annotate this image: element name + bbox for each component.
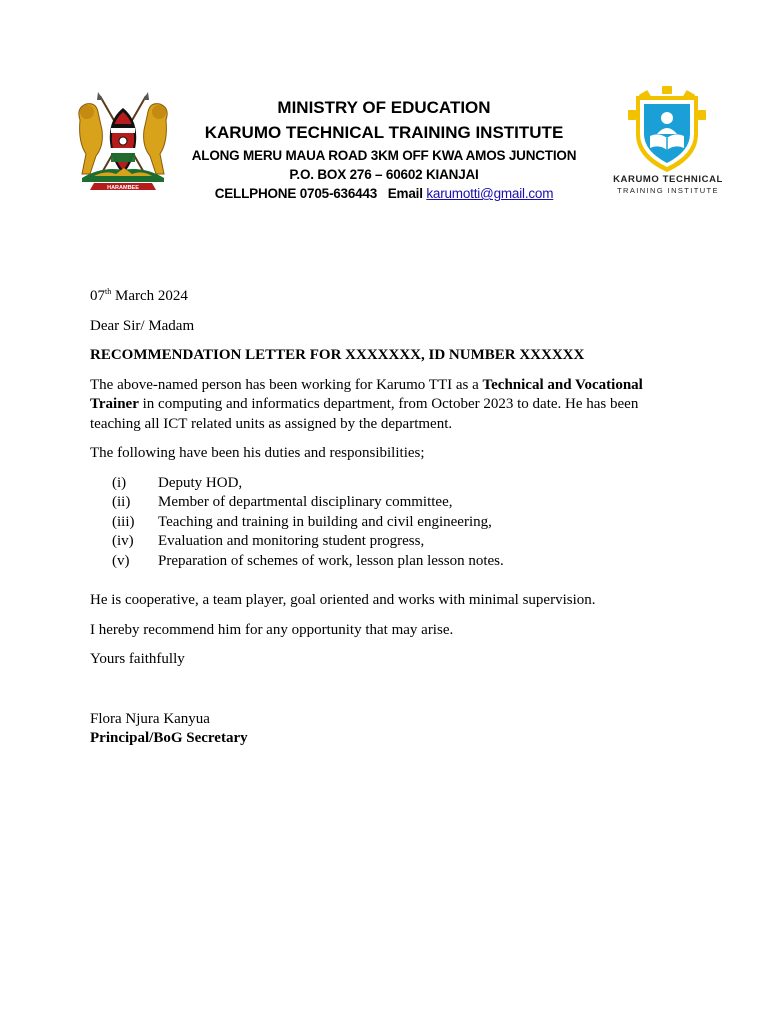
duties-list — [90, 474, 670, 572]
intro-text-b: in computing and informatics department, from October 2023 to date. He has been teaching all ICT related units as assigned by the department. — [90, 396, 639, 432]
signatory-name: Flora Njura Kanyua — [90, 710, 210, 727]
contact-line — [182, 184, 586, 203]
list-item-text: Evaluation and monitoring student progress, — [158, 533, 425, 549]
date-suffix: th — [105, 287, 112, 296]
list-item — [90, 493, 670, 513]
list-item — [90, 474, 670, 494]
coat-of-arms-logo — [72, 90, 174, 196]
institute-name: KARUMO TECHNICAL TRAINING INSTITUTE — [204, 123, 564, 142]
institute-address: ALONG MERU MAUA ROAD 3KM OFF KWA AMOS JUNCTION — [191, 148, 577, 163]
list-item-number: (ii) — [112, 494, 131, 510]
list-item-text: Teaching and training in building and civil engineering, — [158, 513, 492, 530]
list-item-text: Member of departmental disciplinary committee, — [158, 494, 453, 510]
letter-body — [90, 287, 670, 749]
svg-text:HARAMBEE: HARAMBEE — [107, 185, 139, 191]
role-title: Technical and Vocational Trainer — [90, 376, 643, 412]
postal-box: P.O. BOX 276 – 60602 KIANJAI — [289, 167, 479, 182]
closing: Yours faithfully — [90, 651, 185, 667]
list-item-number: (v) — [112, 552, 130, 569]
duties-intro: The following have been his duties and responsibilities; — [90, 445, 425, 461]
list-item-number: (iv) — [112, 533, 134, 549]
email-link[interactable]: karumotti@gmail.com — [426, 186, 554, 201]
list-item — [90, 532, 670, 552]
cellphone: CELLPHONE 0705-636443 — [214, 186, 378, 201]
intro-paragraph — [90, 376, 670, 435]
intro-text-a: The above-named person has been working for Karumo TTI as a — [90, 376, 483, 393]
ministry-name: MINISTRY OF EDUCATION — [277, 98, 491, 117]
list-item-text: Deputy HOD, — [158, 474, 243, 491]
list-item-number: (i) — [112, 474, 127, 491]
logo-title: KARUMO TECHNICAL — [613, 174, 723, 185]
signature-space — [90, 680, 670, 710]
letter-subject: RECOMMENDATION LETTER FOR XXXXXXX, ID NUMBER XXXXXX — [90, 347, 585, 363]
signatory-title: Principal/BoG Secretary — [90, 730, 248, 746]
date-day: 07 — [90, 288, 105, 304]
letter-date — [90, 287, 670, 307]
list-item-text: Preparation of schemes of work, lesson plan lesson notes. — [158, 552, 504, 569]
email-label: Email — [387, 186, 423, 201]
list-item — [90, 552, 670, 572]
letterhead — [182, 96, 586, 203]
list-item — [90, 513, 670, 533]
institute-logo — [606, 86, 730, 198]
recommendation-paragraph: I hereby recommend him for any opportunity that may arise. — [90, 621, 454, 638]
character-paragraph: He is cooperative, a team player, goal oriented and works with minimal supervision. — [90, 592, 596, 608]
logo-subtitle: TRAINING INSTITUTE — [617, 186, 719, 195]
date-month-year: March 2024 — [111, 288, 188, 304]
list-item-number: (iii) — [112, 513, 135, 530]
salutation: Dear Sir/ Madam — [90, 317, 195, 334]
